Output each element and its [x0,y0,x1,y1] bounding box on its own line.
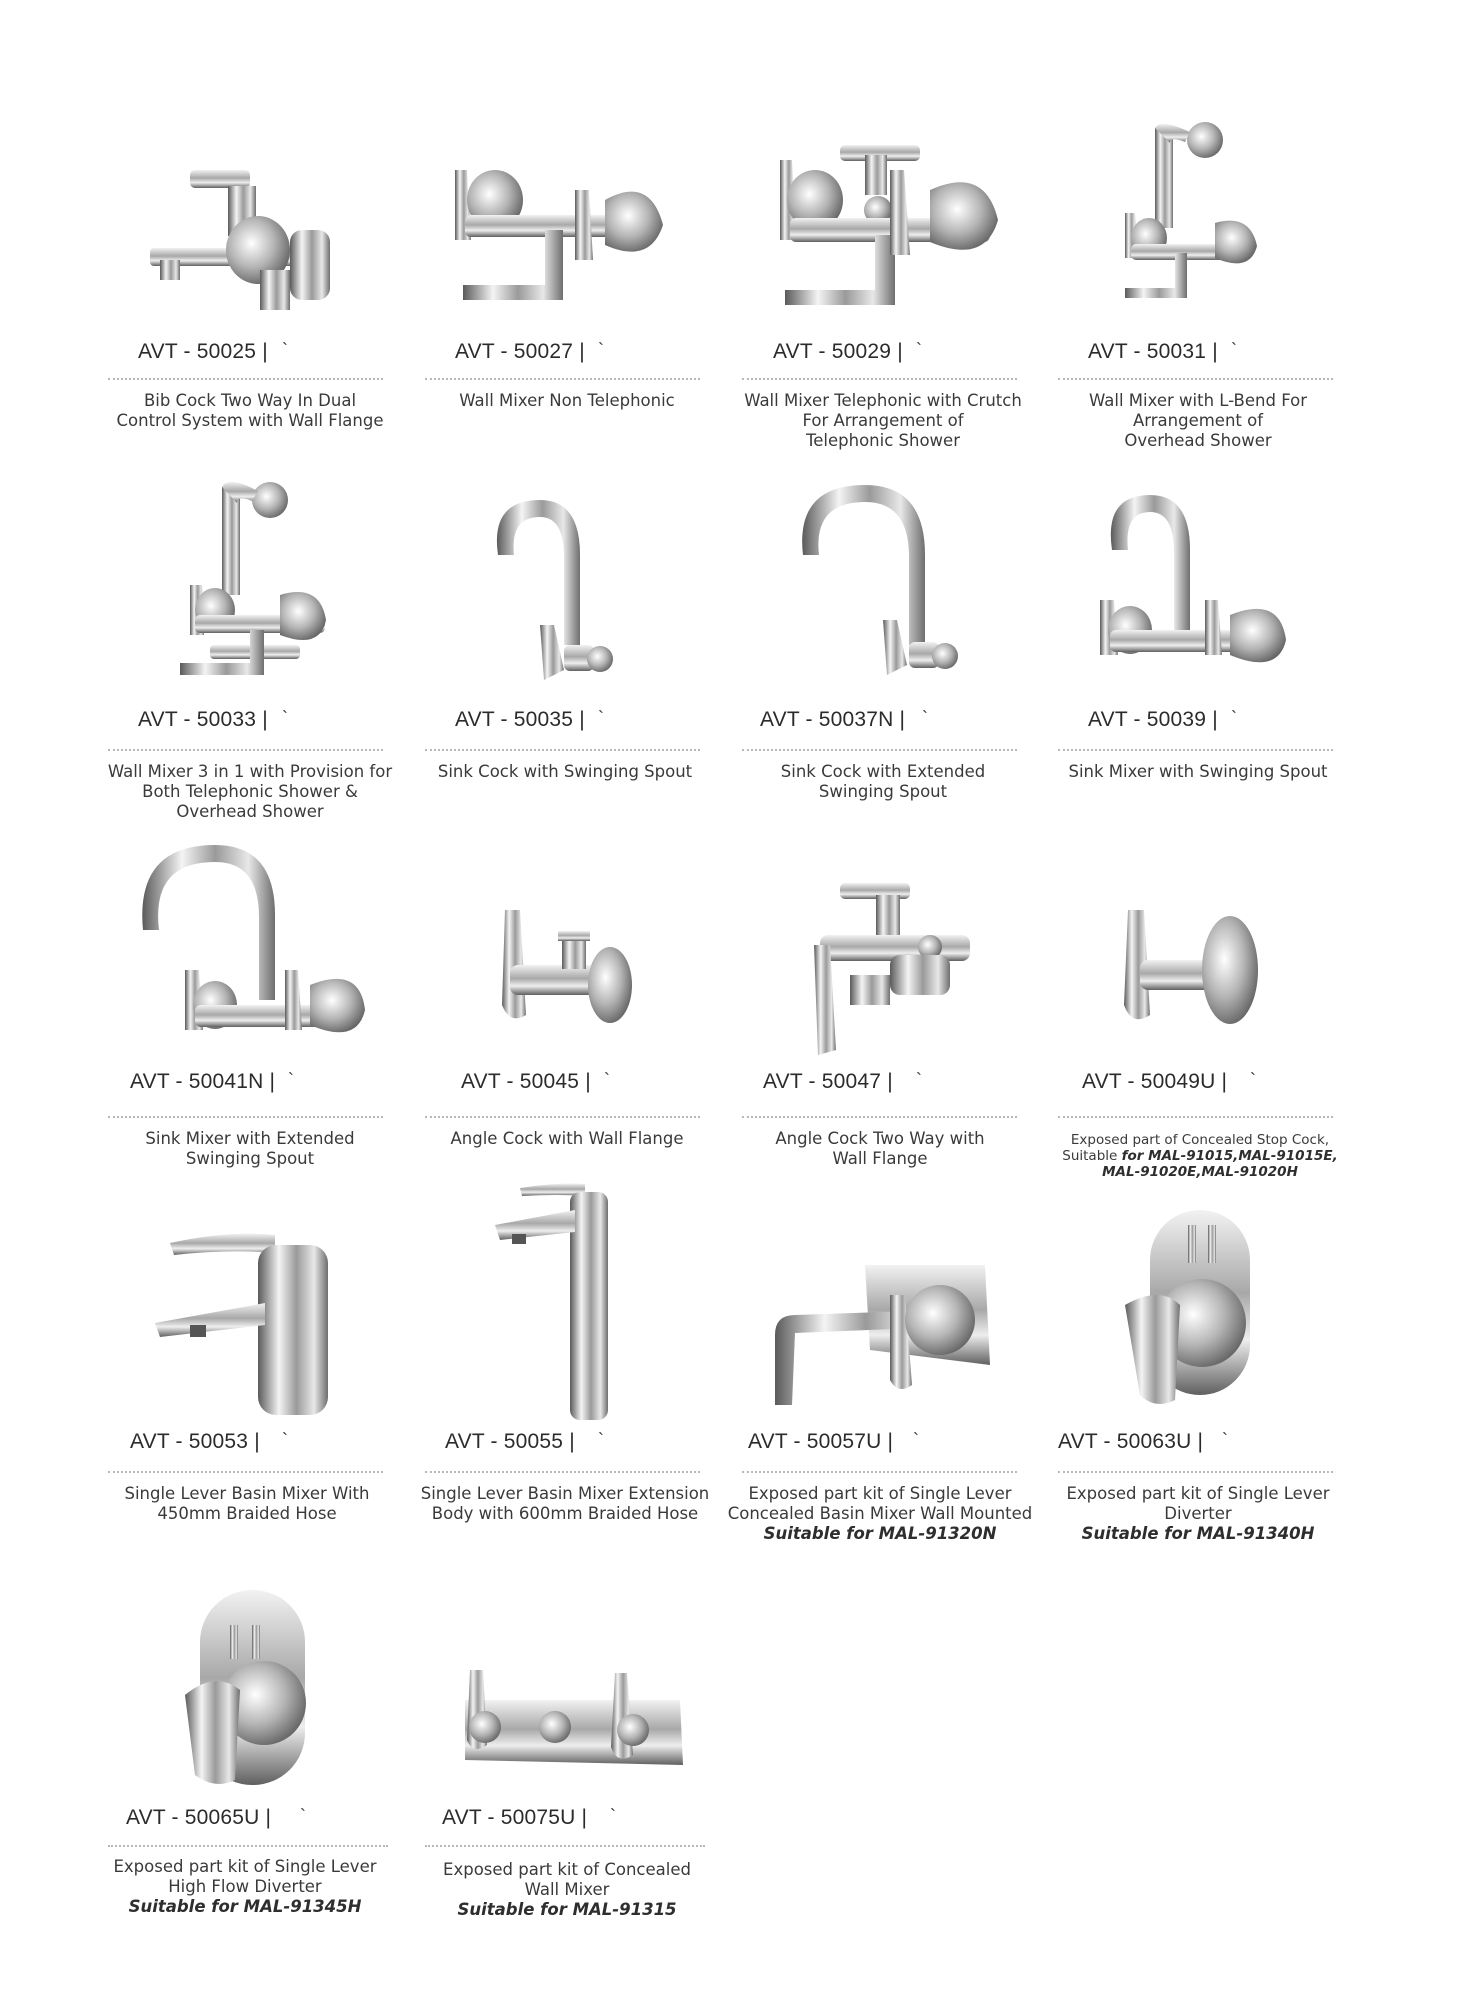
tick-mark: ` [610,1806,616,1826]
divider [742,378,1017,380]
product-code: AVT - 50029 | [773,340,903,363]
sink-cock-icon [480,495,640,690]
product-description: Sink Mixer with Extended Swinging Spout [145,1129,355,1168]
product-description: Sink Cock with Extended Swinging Spout [780,762,986,801]
product-description: Exposed part of Concealed Stop Cock, Suitable for MAL-91015,MAL-91015E, MAL-91020E,MAL-91020H [1062,1132,1338,1180]
product-code: AVT - 50045 | [461,1070,591,1093]
product-description: Exposed part kit of Single Lever High Flow Diverter Suitable for MAL-91345H [113,1857,377,1916]
tick-mark: ` [604,1070,610,1090]
product-description: Single Lever Basin Mixer With 450mm Braided Hose [124,1484,370,1523]
wall-mixer-lbend-icon [1115,118,1275,318]
product-code: AVT - 50075U | [442,1806,588,1829]
product-description: Bib Cock Two Way In Dual Control System with Wall Flange [116,391,384,430]
divider [425,1116,700,1118]
product-description: Sink Mixer with Swinging Spout [1068,762,1328,781]
divider [108,1471,383,1473]
product-code: AVT - 50057U | [748,1430,894,1453]
divider [1058,749,1333,751]
tick-mark: ` [282,340,288,360]
divider [108,1845,388,1847]
tick-mark: ` [922,708,928,728]
product-description: Exposed part kit of Concealed Wall Mixer Suitable for MAL-91315 [443,1860,691,1919]
diverter-icon [1120,1205,1260,1420]
divider [742,1116,1017,1118]
divider [425,749,700,751]
product-code: AVT - 50027 | [455,340,585,363]
product-code: AVT - 50025 | [138,340,268,363]
product-description: Wall Mixer with L-Bend For Arrangement of Overhead Shower [1089,391,1307,450]
high-flow-diverter-icon [180,1585,320,1800]
product-code: AVT - 50033 | [138,708,268,731]
tick-mark: ` [1231,708,1237,728]
tick-mark: ` [1222,1430,1228,1450]
tick-mark: ` [916,1070,922,1090]
divider [108,1116,383,1118]
product-code: AVT - 50049U | [1082,1070,1228,1093]
product-code: AVT - 50037N | [760,708,906,731]
sink-mixer-extended-icon [135,840,370,1065]
divider [1058,1471,1333,1473]
tick-mark: ` [598,340,604,360]
tick-mark: ` [300,1806,306,1826]
wall-basin-mixer-icon [760,1255,1000,1420]
divider [742,749,1017,751]
wall-mixer-icon [445,160,685,330]
bib-cock-icon [140,160,340,330]
product-description: Wall Mixer Telephonic with Crutch For Arrangement of Telephonic Shower [744,391,1022,450]
divider [425,378,700,380]
basin-mixer-icon [150,1225,350,1420]
product-description: Exposed part kit of Single Lever Concealed Basin Mixer Wall Mounted Suitable for MAL-91320N [727,1484,1033,1543]
product-description: Sink Cock with Swinging Spout [437,762,693,781]
tick-mark: ` [916,340,922,360]
tick-mark: ` [1231,340,1237,360]
product-code: AVT - 50031 | [1088,340,1218,363]
product-code: AVT - 50055 | [445,1430,575,1453]
wall-mixer-3in1-icon [170,475,340,690]
product-description: Angle Cock Two Way with Wall Flange [775,1129,985,1168]
product-description: Wall Mixer 3 in 1 with Provision for Both Telephonic Shower & Overhead Shower [107,762,393,821]
tick-mark: ` [288,1070,294,1090]
product-code: AVT - 50063U | [1058,1430,1204,1453]
angle-cock-icon [490,905,640,1055]
product-code: AVT - 50047 | [763,1070,893,1093]
concealed-stop-cock-icon [1110,905,1270,1045]
product-description: Exposed part kit of Single Lever Diverter Suitable for MAL-91340H [1066,1484,1330,1543]
divider [108,749,383,751]
product-code: AVT - 50039 | [1088,708,1218,731]
wall-mixer-crutch-icon [770,130,1020,330]
basin-mixer-tall-icon [490,1180,640,1425]
product-code: AVT - 50065U | [126,1806,272,1829]
concealed-wall-mixer-icon [455,1665,690,1785]
product-code: AVT - 50035 | [455,708,585,731]
tick-mark: ` [598,708,604,728]
divider [425,1471,700,1473]
product-description: Single Lever Basin Mixer Extension Body with 600mm Braided Hose [420,1484,710,1523]
tick-mark: ` [598,1430,604,1450]
product-code: AVT - 50053 | [130,1430,260,1453]
divider [742,1471,1017,1473]
tick-mark: ` [282,1430,288,1450]
divider [108,378,383,380]
angle-cock-two-way-icon [800,875,980,1065]
tick-mark: ` [913,1430,919,1450]
divider [1058,378,1333,380]
tick-mark: ` [282,708,288,728]
product-description: Angle Cock with Wall Flange [450,1129,684,1148]
product-description: Wall Mixer Non Telephonic [459,391,675,410]
divider [425,1845,705,1847]
sink-cock-extended-icon [795,480,985,690]
divider [1058,1116,1333,1118]
sink-mixer-icon [1090,490,1290,690]
product-code: AVT - 50041N | [130,1070,276,1093]
tick-mark: ` [1250,1070,1256,1090]
